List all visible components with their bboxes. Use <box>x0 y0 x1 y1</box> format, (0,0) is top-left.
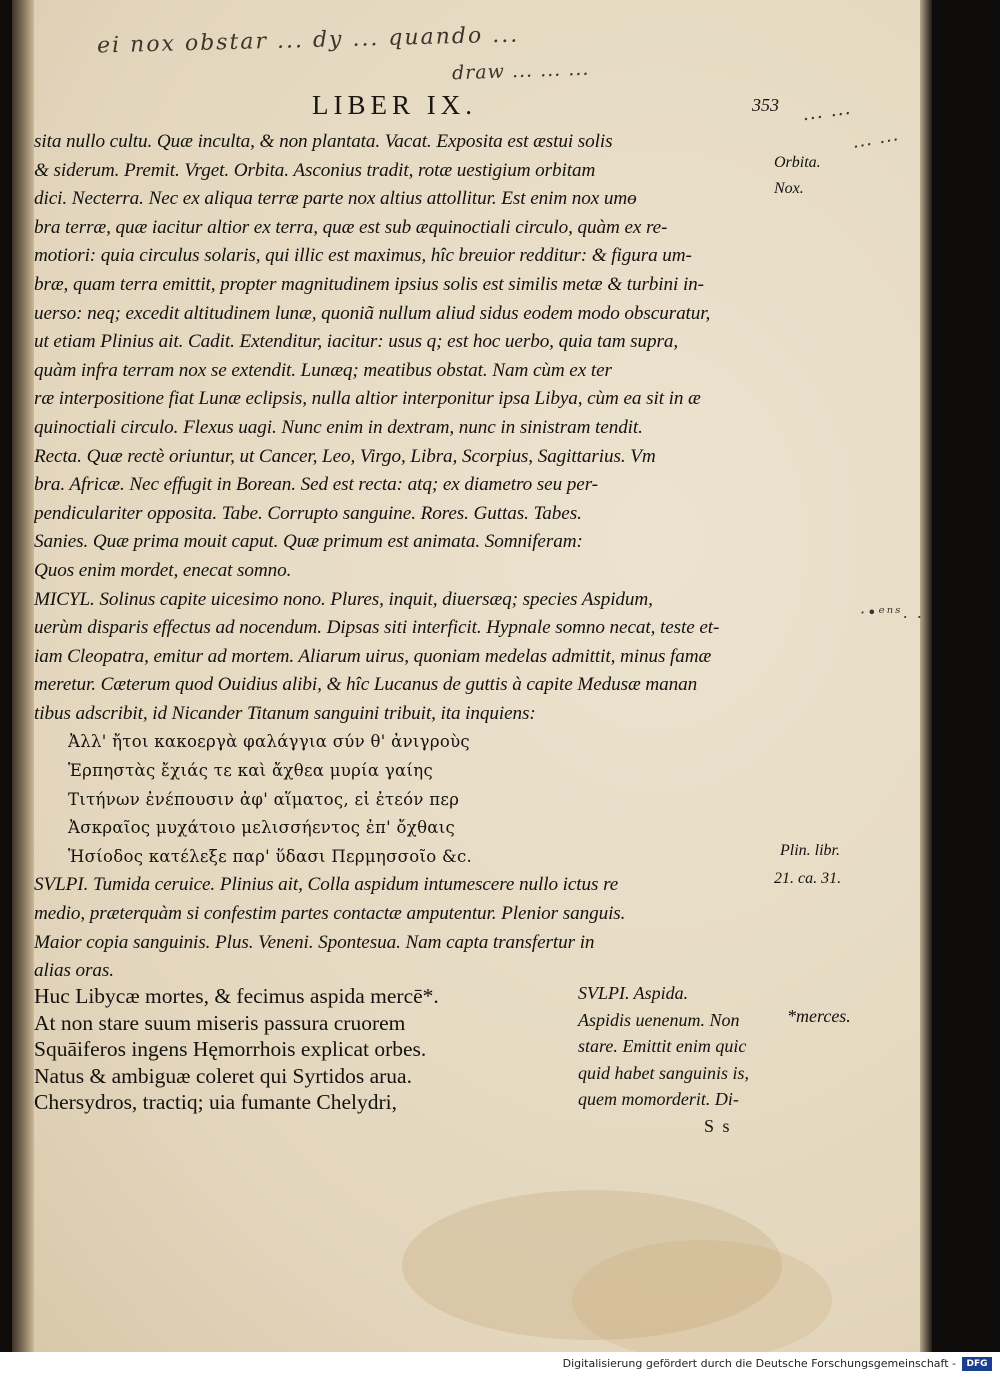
text-line: quinoctiali circulo. Flexus uagi. Nunc enim in dextram, nunc in sinistram tendit. <box>34 416 643 438</box>
water-stain <box>572 1240 832 1352</box>
greek-quote-line: Ἡσίοδος κατέλεξε παρ' ὕδασι Περμησσοῖο &c. <box>68 846 473 866</box>
verse-line: At non stare suum miseris passura cruorem <box>34 1010 406 1035</box>
greek-quote-line: Ἀλλ' ἤτοι κακοεργὰ φαλάγγια σύν θ' ἀνιγροὺς <box>68 732 470 752</box>
signature-mark: S s <box>704 1116 732 1136</box>
text-line: alias oras. <box>34 960 114 982</box>
commentary-text <box>34 128 790 986</box>
text-line: uerùm disparis effectus ad nocendum. Dipsas siti interficit. Hypnale somno necat, teste et- <box>34 617 720 639</box>
text-line: MICYL. Solinus capite uicesimo nono. Plures, inquit, diuersæq; species Aspidum, <box>34 588 653 610</box>
page-number: 353 <box>752 95 779 115</box>
text-line: pendiculariter opposita. Tabe. Corrupto sanguine. Rores. Guttas. Tabes. <box>34 502 582 524</box>
variant-reading-note: *merces. <box>787 1006 851 1026</box>
text-line: uerso: neq; excedit altitudinem lunæ, quoniã nullum aliud sidus eodem modo obscuratur, <box>34 302 711 324</box>
manuscript-annotation-top: ei nox obstar ... dy ... quando ... <box>96 22 520 59</box>
manuscript-annotation-second: draw ... ... ... <box>451 57 590 85</box>
text-line: motiori: quia circulus solaris, qui illic est maximus, hîc breuior redditur: & figura um- <box>34 245 692 267</box>
text-line: ut etiam Plinius ait. Cadit. Extenditur, iacitur: usus q; est hoc uerbo, quia tam supra, <box>34 331 679 353</box>
margin-note-nox: Nox. <box>774 180 804 197</box>
margin-note-plinius: Plin. libr. <box>780 842 841 859</box>
verse-line: Huc Libycæ mortes, & fecimus aspida mercē*. <box>34 984 439 1008</box>
verse-line: Natus & ambiguæ coleret qui Syrtidos arua. <box>34 1063 412 1088</box>
poem-verses <box>34 983 554 1116</box>
text-line: bra terræ, quæ iacitur altior ex terra, quæ est sub æquinoctiali circulo, quàm ex re- <box>34 216 668 238</box>
text-line: Maior copia sanguinis. Plus. Veneni. Spontesua. Nam capta transfertur in <box>34 931 595 953</box>
text-line: sita nullo cultu. Quæ inculta, & non plantata. Vacat. Exposita est æstui solis <box>34 131 613 152</box>
manuscript-annotation-margin: ... ... <box>850 124 901 153</box>
text-line: tibus adscribit, id Nicander Titanum sanguini tribuit, ita inquiens: <box>34 702 536 724</box>
manuscript-annotation-mid: ·•ᵉⁿˢ. . <box>860 603 924 622</box>
commentary-line: Aspidis uenenum. Non <box>578 1009 740 1030</box>
text-line: meretur. Cæterum quod Ouidius alibi, & hîc Lucanus de guttis à capite Medusæ manan <box>34 674 698 696</box>
greek-quote-line: Ἀσκραῖος μυχάτοιο μελισσήεντος ἐπ' ὄχθαις <box>68 818 456 838</box>
text-line: iam Cleopatra, emitur ad mortem. Aliarum uirus, quoniam medelas admittit, minus famæ <box>34 645 712 667</box>
greek-quote-line: Ἑρπηστὰς ἔχιάς τε καὶ ἄχθεα μυρία γαίης <box>68 761 433 781</box>
text-line: Sanies. Quæ prima mouit caput. Quæ primum est animata. Somniferam: <box>34 531 583 553</box>
commentary-line: quem momorderit. Di- <box>578 1089 739 1109</box>
greek-quote-line: Τιτήνων ἐνέπουσιν ἀφ' αἵματος, εἰ ἐτεόν περ <box>68 789 460 809</box>
dfg-logo: DFG <box>962 1357 992 1371</box>
running-head: LIBER IX. <box>312 90 477 120</box>
book-page <box>12 0 932 1352</box>
text-line: SVLPI. Tumida ceruice. Plinius ait, Colla aspidum intumescere nullo ictus re <box>34 874 619 896</box>
page-gutter <box>12 0 34 1352</box>
text-line: ræ interpositione fiat Lunæ eclipsis, nulla altior interponitur ipsa Libya, cùm ea sit in æ <box>34 388 701 410</box>
verse-commentary <box>578 980 818 1113</box>
margin-note-orbita: Orbita. <box>774 154 821 171</box>
commentary-line: SVLPI. Aspida. <box>578 983 689 1003</box>
verse-line: Squāiferos ingens Hęmorrhois explicat orbes. <box>34 1037 427 1061</box>
footer-bar <box>0 1352 1000 1376</box>
verse-line: Chersydros, tractiq; uia fumante Chelydri, <box>34 1090 398 1114</box>
page-edge <box>920 0 932 1352</box>
funding-notice: Digitalisierung gefördert durch die Deutsche Forschungsgemeinschaft - <box>562 1357 956 1370</box>
text-line: Recta. Quæ rectè oriuntur, ut Cancer, Leo, Virgo, Libra, Scorpius, Sagittarius. Vm <box>34 445 656 467</box>
text-line: bræ, quam terra emittit, propter magnitudinem ipsius solis est similis metæ & turbini in- <box>34 273 704 295</box>
commentary-line: stare. Emittit enim quic <box>578 1036 747 1056</box>
text-line: medio, præterquàm si confestim partes contactæ amputentur. Plenior sanguis. <box>34 903 626 925</box>
text-line: quàm infra terram nox se extendit. Lunæq; meatibus obstat. Nam cùm ex ter <box>34 359 612 381</box>
text-line: & siderum. Premit. Vrget. Orbita. Asconius tradit, rotæ uestigium orbitam <box>34 159 596 181</box>
commentary-line: quid habet sanguinis is, <box>578 1062 750 1083</box>
manuscript-annotation-margin: ... ... <box>800 96 853 126</box>
margin-note-plinius-ref: 21. ca. 31. <box>774 870 842 887</box>
text-line: bra. Africæ. Nec effugit in Borean. Sed est recta: atq; ex diametro seu per- <box>34 474 598 496</box>
text-line: dici. Necterra. Nec ex aliqua terræ parte nox altius attollitur. Est enim nox umɵ <box>34 188 637 210</box>
text-line: Quos enim mordet, enecat somno. <box>34 559 292 581</box>
